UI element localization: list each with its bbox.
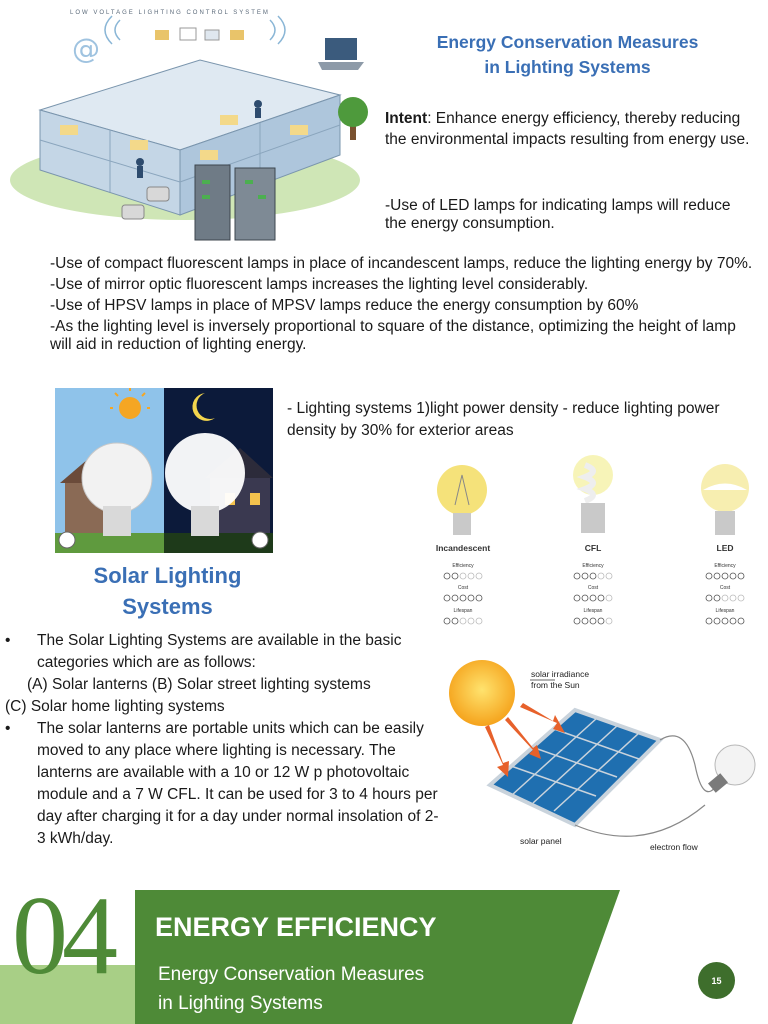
measure-item: -As the lighting level is inversely proportional to square of the distance, optimizing the height of lamp will aid in reduction of lighting energy. <box>50 318 736 353</box>
page-title-line-1: Energy Conservation Measures <box>436 32 699 52</box>
building-lighting-control-illustration <box>0 0 380 245</box>
solar-irradiance-label-2: from the Sun <box>531 680 580 690</box>
measures-list <box>50 255 755 357</box>
bulb-name-incandescent: Incandescent <box>435 543 491 553</box>
electron-flow-label: electron flow <box>650 842 698 852</box>
solar-bullet-categories: • The Solar Lighting Systems are available in the basic categories which are as follows: <box>5 630 445 674</box>
cfl-bulb-icon <box>573 455 613 533</box>
measure-item: -Use of mirror optic fluorescent lamps increases the lighting level considerably. <box>50 276 589 293</box>
page-title <box>395 30 740 80</box>
measure-item: -Use of compact fluorescent lamps in place of incandescent lamps, reduce the lighting energy by 70%. <box>50 255 753 272</box>
solar-section-title <box>60 560 275 622</box>
cfl-efficiency-label: Efficiency <box>582 563 604 569</box>
intent-label: Intent <box>385 110 428 127</box>
measure-item: -Use of HPSV lamps in place of MPSV lamps reduce the energy consumption by 60% <box>50 297 639 314</box>
solar-bullet-lanterns: • The solar lanterns are portable units which can be easily moved to any place where lighting is necessary. The lanterns are available with a 10 or 12 W p photovoltaic module and a 7 W CFL. It can be used for 3 to 4 hours per day after charging it for a day under normal insolation of 2-3 kWh/day. <box>5 718 445 850</box>
solar-section-text <box>5 630 445 850</box>
chapter-subheading <box>158 960 558 1018</box>
solar-title-line-2: Systems <box>122 594 213 619</box>
chapter-number: 04 <box>12 874 112 998</box>
sun-icon <box>449 660 515 726</box>
led-lamps-paragraph: -Use of LED lamps for indicating lamps will reduce the energy consumption. <box>385 197 731 232</box>
solar-bulbs-day-night-image <box>55 388 273 553</box>
incandescent-cost-label: Cost <box>457 585 469 591</box>
cfl-cost-label: Cost <box>587 585 599 591</box>
bulb-name-led: LED <box>716 543 734 553</box>
chapter-subheading-line-2: in Lighting Systems <box>158 993 323 1014</box>
led-lifespan-label: Lifespan <box>715 608 735 614</box>
page-title-line-2: in Lighting Systems <box>484 57 651 77</box>
incandescent-lifespan-label: Lifespan <box>453 608 473 614</box>
led-bulb-icon <box>701 464 749 535</box>
illustration-caption: LOW VOLTAGE LIGHTING CONTROL SYSTEM <box>70 10 270 16</box>
incandescent-bulb-icon <box>437 465 487 535</box>
solar-panel-diagram <box>445 655 765 855</box>
led-efficiency-label: Efficiency <box>714 563 736 569</box>
intent-text: : Enhance energy efficiency, thereby reducing the environmental impacts resulting from energy use. <box>385 110 750 148</box>
solar-category-c: (C) Solar home lighting systems <box>5 698 225 715</box>
lighting-power-density-paragraph: - Lighting systems 1)light power density - reduce lighting power density by 30% for exterior areas <box>287 400 720 439</box>
svg-text:@: @ <box>72 32 100 65</box>
solar-irradiance-label-1: solar irradiance <box>531 669 590 679</box>
solar-panel-label: solar panel <box>520 836 562 846</box>
intent-paragraph <box>385 108 755 150</box>
page-number-badge: 15 <box>698 962 735 999</box>
cfl-lifespan-label: Lifespan <box>583 608 603 614</box>
chapter-subheading-line-1: Energy Conservation Measures <box>158 964 425 985</box>
bulb-name-cfl: CFL <box>584 543 602 553</box>
led-cost-label: Cost <box>719 585 731 591</box>
solar-categories-a-b: (A) Solar lanterns (B) Solar street lighting systems <box>27 676 371 693</box>
solar-title-line-1: Solar Lighting <box>93 563 242 588</box>
bulb-comparison-chart <box>425 455 765 635</box>
chapter-heading: ENERGY EFFICIENCY <box>155 912 437 942</box>
incandescent-efficiency-label: Efficiency <box>452 563 474 569</box>
